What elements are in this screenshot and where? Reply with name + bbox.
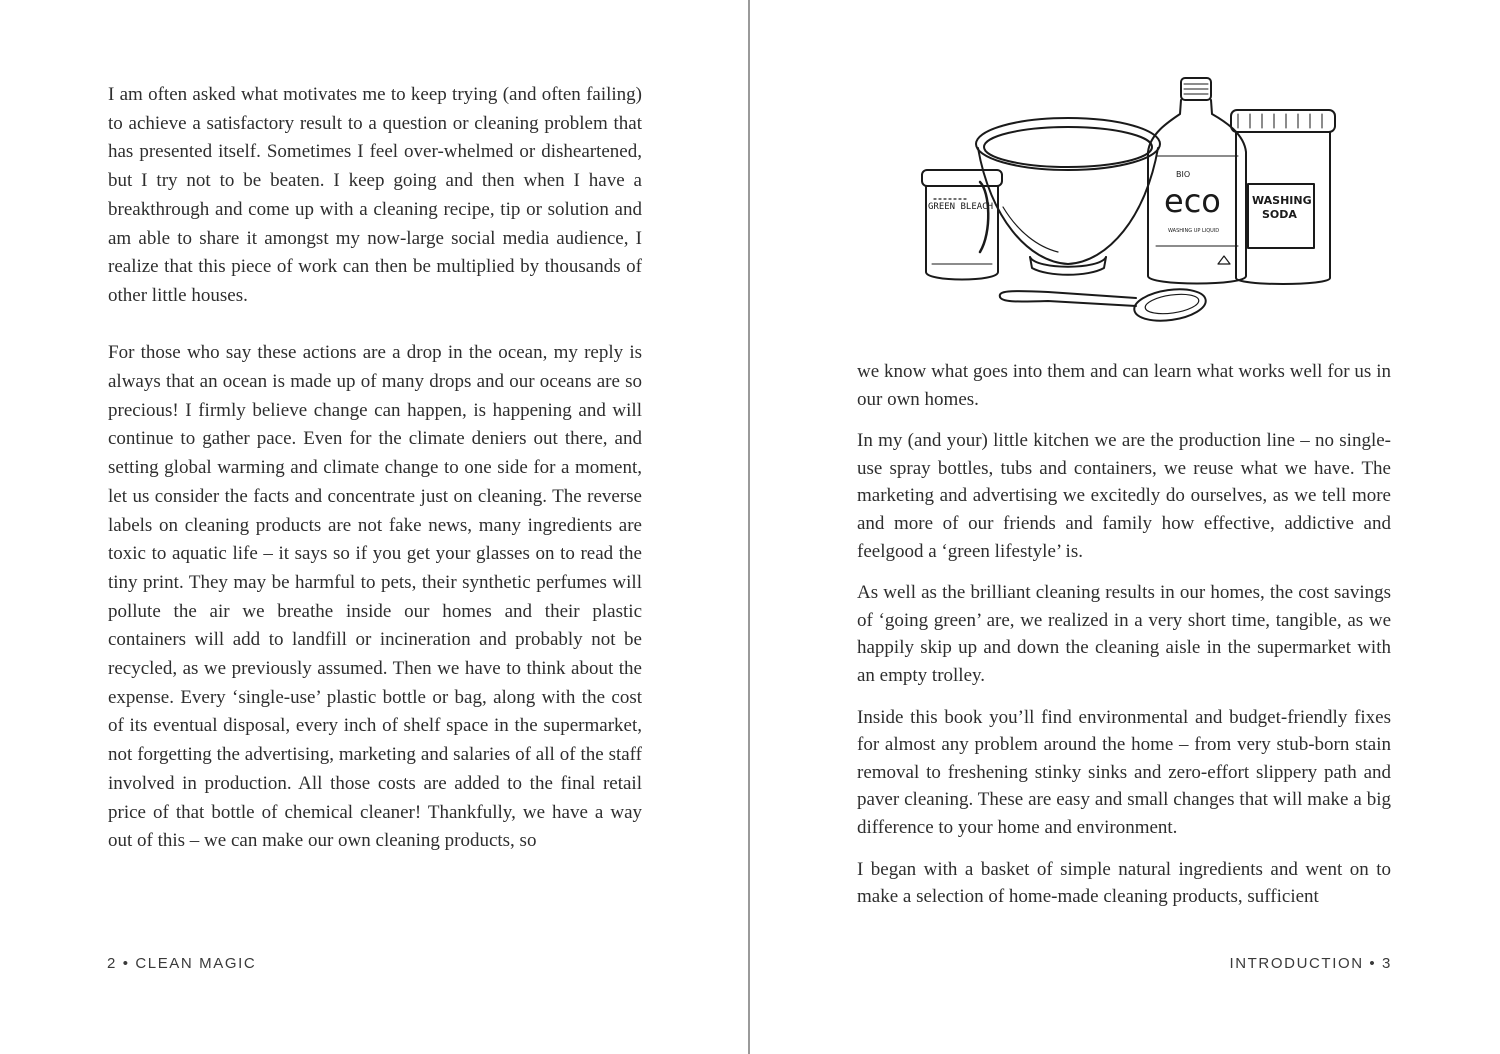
paragraph: I began with a basket of simple natural ingredients and went on to make a selection of home-made cleaning products, sufficient bbox=[857, 858, 1391, 908]
mixing-bowl-icon bbox=[976, 118, 1160, 275]
paragraph: Inside this book you’ll find environmental and budget-friendly fixes for almost any problem around the home – from very stub-born stain removal to freshening stinky sinks and zero-effort slippery path and paver cleaning. These are easy and small changes that will make a big difference to your home and environment. bbox=[857, 706, 1391, 838]
bottle-top-label: BIO bbox=[1176, 170, 1191, 179]
bottle-brand-label: eco bbox=[1164, 182, 1221, 220]
left-page bbox=[0, 0, 748, 1054]
paragraph: In my (and your) little kitchen we are the production line – no single-use spray bottles, tubs and containers, we reuse what we have. The marketing and advertising we excitedly do ourselves, as we tell more and more of our friends and family how effective, addictive and feelgood a ‘green lifestyle’ is. bbox=[857, 430, 1391, 562]
bottle-sub-label: WASHING UP LIQUID bbox=[1168, 228, 1220, 234]
right-page-body bbox=[857, 358, 1391, 925]
paragraph: For those who say these actions are a drop in the ocean, my reply is always that an ocean is made up of many drops and our oceans are so precious! I firmly believe change can happen, is happening and will continue to gather pace. Even for the climate deniers out there, and setting global warming and climate change to one side for a moment, let us consider the facts and concentrate just on cleaning. The reverse labels on cleaning products are not fake news, many ingredients are toxic to aquatic life – it says so if you get your glasses on to read the tiny print. They may be harmful to pets, their synthetic perfumes will pollute the air we breathe inside our homes and their plastic containers will add to landfill or incineration and probably not be recycled, as we previously assumed. Then we have to think about the expense. Every ‘single-use’ plastic bottle or bag, along with the cost of its eventual disposal, every inch of shelf space in the supermarket, not forgetting the advertising, marketing and salaries of all of the staff involved in production. All those costs are added to the final retail price of that bottle of chemical cleaner! Thankfully, we have a way out of this – we can make our own cleaning products, so bbox=[108, 342, 642, 852]
eco-washing-up-bottle-icon bbox=[1148, 78, 1246, 284]
jar-label: GREEN BLEACH bbox=[928, 202, 994, 212]
tub-label-line2: SODA bbox=[1262, 208, 1297, 221]
wooden-spoon-icon bbox=[1000, 285, 1208, 325]
paragraph: As well as the brilliant cleaning results in our homes, the cost savings of ‘going green’ are, we realized in a very short time, tangible, as we happily skip up and down the cleaning aisle in the supermarket with an empty trolley. bbox=[857, 582, 1391, 686]
left-page-body bbox=[108, 81, 642, 885]
green-bleach-jar-icon bbox=[922, 170, 1002, 280]
cleaning-supplies-illustration bbox=[918, 72, 1348, 347]
page-footer-right: INTRODUCTION • 3 bbox=[1229, 955, 1392, 972]
right-page bbox=[750, 0, 1500, 1054]
paragraph: we know what goes into them and can learn what works well for us in our own homes. bbox=[857, 361, 1391, 410]
page-footer-left: 2 • CLEAN MAGIC bbox=[107, 955, 257, 972]
paragraph: I am often asked what motivates me to keep trying (and often failing) to achieve a satisfactory result to a question or cleaning problem that has presented itself. Sometimes I feel over-whelmed or disheartened, but I try not to be beaten. I keep going and then when I have a breakthrough and come up with a cleaning recipe, tip or solution and am able to share it amongst my now-large social media audience, I realize that this piece of work can then be multiplied by thousands of other little houses. bbox=[108, 84, 642, 306]
tub-label-line1: WASHING bbox=[1252, 194, 1312, 207]
